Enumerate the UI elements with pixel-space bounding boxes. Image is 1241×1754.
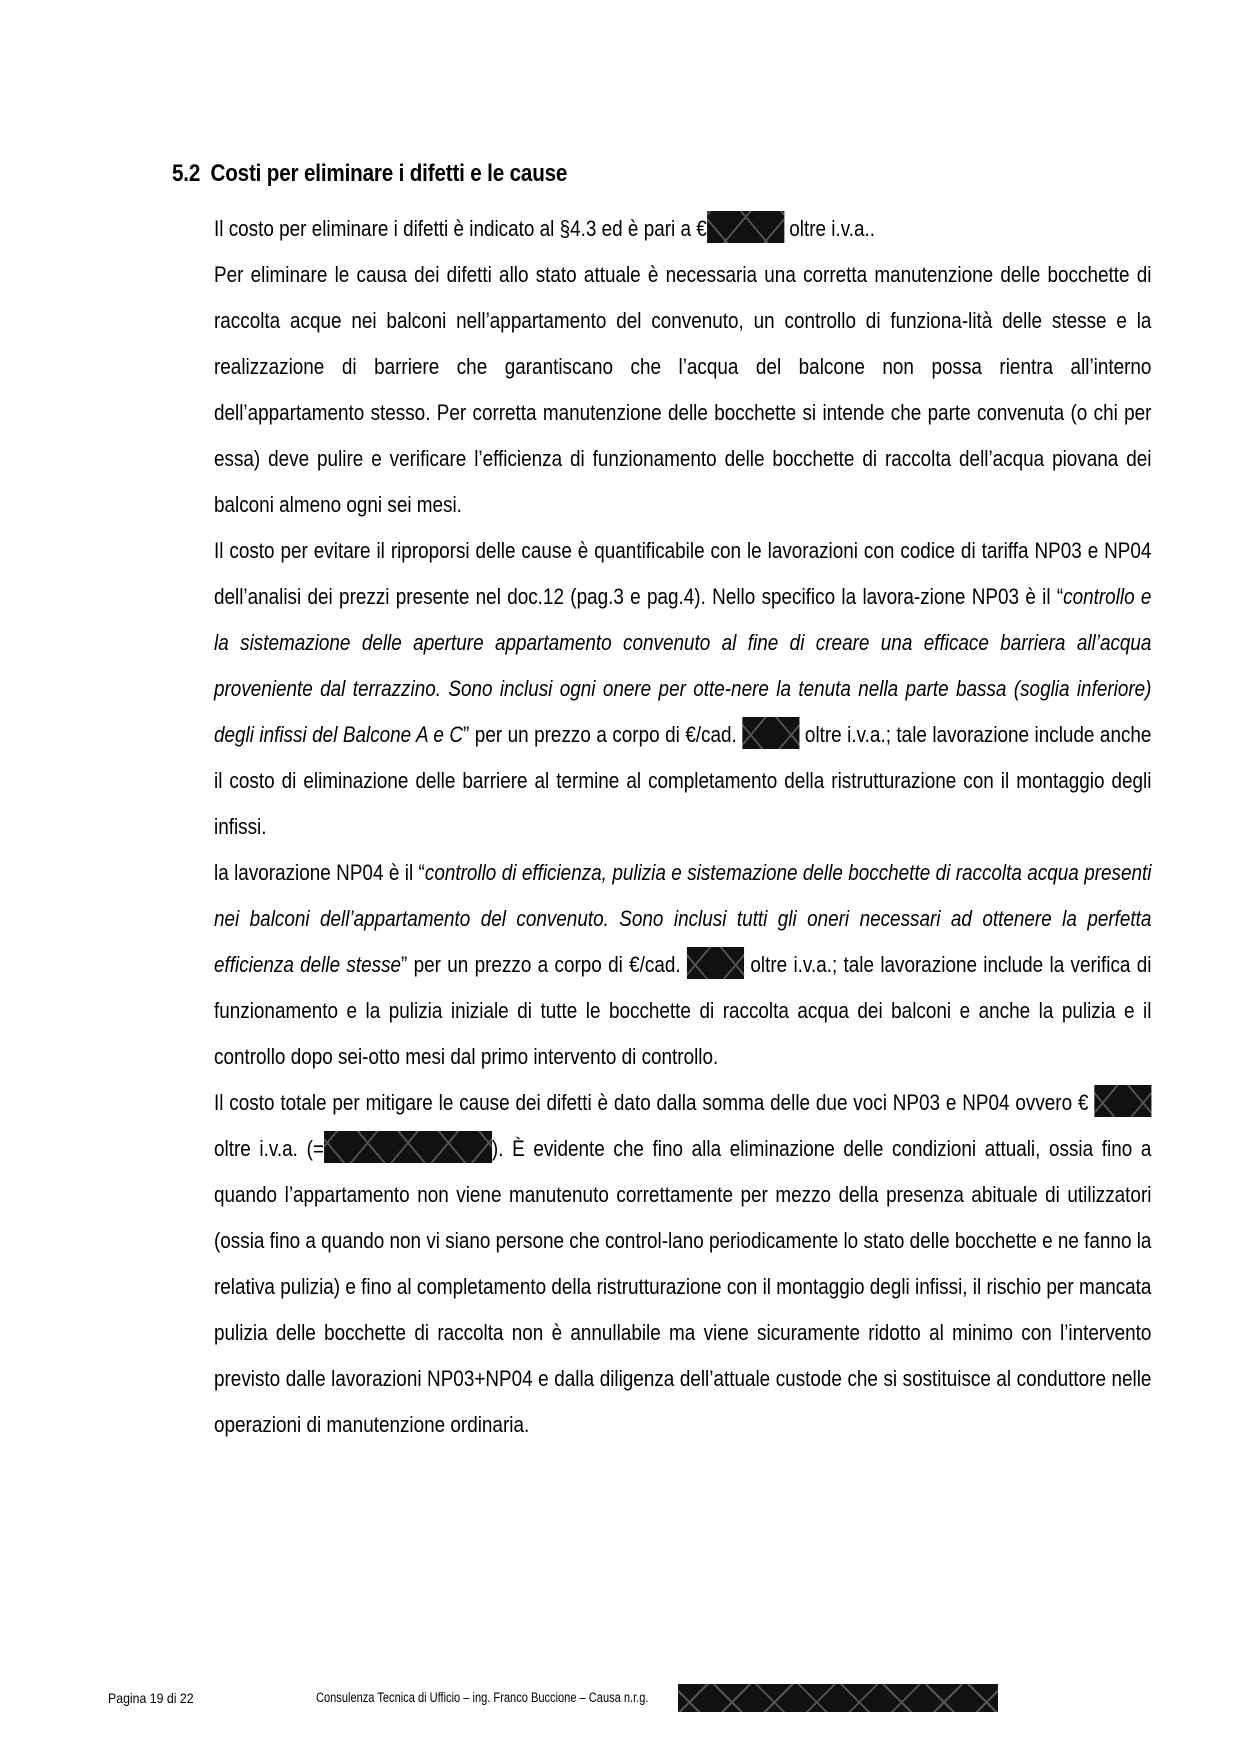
- footer-text: Consulenza Tecnica di Ufficio – ing. Franco Buccione – Causa n.r.g.: [316, 1690, 649, 1705]
- paragraph-5: [214, 1080, 1151, 1448]
- p1-text-a: Il costo per eliminare i difetti è indicato al §4.3 ed è pari a €: [214, 216, 707, 241]
- paragraph-4: [214, 850, 1151, 1080]
- redaction-box: [324, 1131, 492, 1163]
- p4-text-b: ” per un prezzo a corpo di €/cad.: [401, 952, 681, 977]
- p3-text-b: ” per un prezzo a corpo di €/cad.: [463, 722, 737, 747]
- paragraph-2: Per eliminare le causa dei difetti allo stato attuale è necessaria una corretta manutenzione delle bocchette di raccolta acque nei balconi nell’appartamento del convenuto, un controllo di funziona-lità delle stesse e la realizzazione di barriere che garantiscano che l’acqua del balcone non possa rientra all’interno dell’appartamento stesso. Per corretta manutenzione delle bocchette si intende che parte convenuta (o chi per essa) deve pulire e verificare l’efficienza di funzionamento delle bocchette di raccolta dell’acqua piovana dei balconi almeno ogni sei mesi.: [214, 262, 1152, 517]
- redaction-box: [707, 211, 784, 243]
- p5-text-c: ). È evidente che fino alla eliminazione delle condizioni attuali, ossia fino a quando l’appartamento non viene manutenuto correttamente per mezzo della presenza abituale di utilizzatori (ossia fino a quando non vi siano persone che control-lano periodicamente lo stato delle bocchette e ne fanno la relativa pulizia) e fino al completamento della ristrutturazione con il montaggio degli infissi, il rischio per mancata pulizia delle bocchette di raccolta non è annullabile ma viene sicuramente ridotto al minimo con l’intervento previsto dalle lavorazioni NP03+NP04 e dalla diligenza dell’attuale custode che si sostituisce al conduttore nelle operazioni di manutenzione ordinaria.: [214, 1136, 1152, 1437]
- footer-redaction-box: [678, 1684, 998, 1712]
- p3-italic-quote: controllo e la sistemazione delle aperture appartamento convenuto al fine di creare una efficace barriera all’acqua proveniente dal terrazzino. Sono inclusi ogni onere per otte-nere la tenuta nella parte bassa (soglia inferiore) degli infissi del Balcone A e C: [214, 584, 1152, 747]
- p5-text-a: Il costo totale per mitigare le cause dei difetti è dato dalla somma delle due voci NP03 e NP04 ovvero €: [214, 1090, 1089, 1115]
- section-title: Costi per eliminare i difetti e le cause: [210, 160, 568, 187]
- p4-text-a: la lavorazione NP04 è il “: [214, 860, 425, 885]
- p3-text-a: Il costo per evitare il riproporsi delle cause è quantificabile con le lavorazioni con codice di tariffa NP03 e NP04 dell’analisi dei prezzi presente nel doc.12 (pag.3 e pag.4). Nello specifico la lavora-zione NP03 è il “: [214, 538, 1152, 609]
- p3-text-c: oltre i.v.a.; tale lavorazione include anche il costo di eliminazione delle barriere al termine al completamento della ristrutturazione con il montaggio degli infissi.: [214, 722, 1152, 839]
- paragraph-1: [214, 206, 1151, 252]
- redaction-box: [742, 717, 799, 749]
- p4-text-c: oltre i.v.a.; tale lavorazione include la verifica di funzionamento e la pulizia iniziale di tutte le bocchette di raccolta acqua dei balconi e anche la pulizia e il controllo dopo sei-otto mesi dal primo intervento di controllo.: [214, 952, 1152, 1069]
- section-heading: [172, 160, 998, 188]
- body-text: [214, 206, 1151, 1448]
- redaction-box: [687, 947, 744, 979]
- redaction-box: [1094, 1085, 1151, 1117]
- paragraph-3: [214, 528, 1151, 850]
- p5-text-b: oltre i.v.a. (=: [214, 1136, 324, 1161]
- section-number: 5.2: [172, 160, 201, 187]
- p1-text-b: oltre i.v.a..: [789, 216, 876, 241]
- footer-page-number: Pagina 19 di 22: [108, 1690, 194, 1706]
- p4-italic-quote: controllo di efficienza, pulizia e sistemazione delle bocchette di raccolta acqua presenti nei balconi dell’appartamento del convenuto. Sono inclusi tutti gli oneri necessari ad ottenere la perfetta efficienza delle stesse: [214, 860, 1152, 977]
